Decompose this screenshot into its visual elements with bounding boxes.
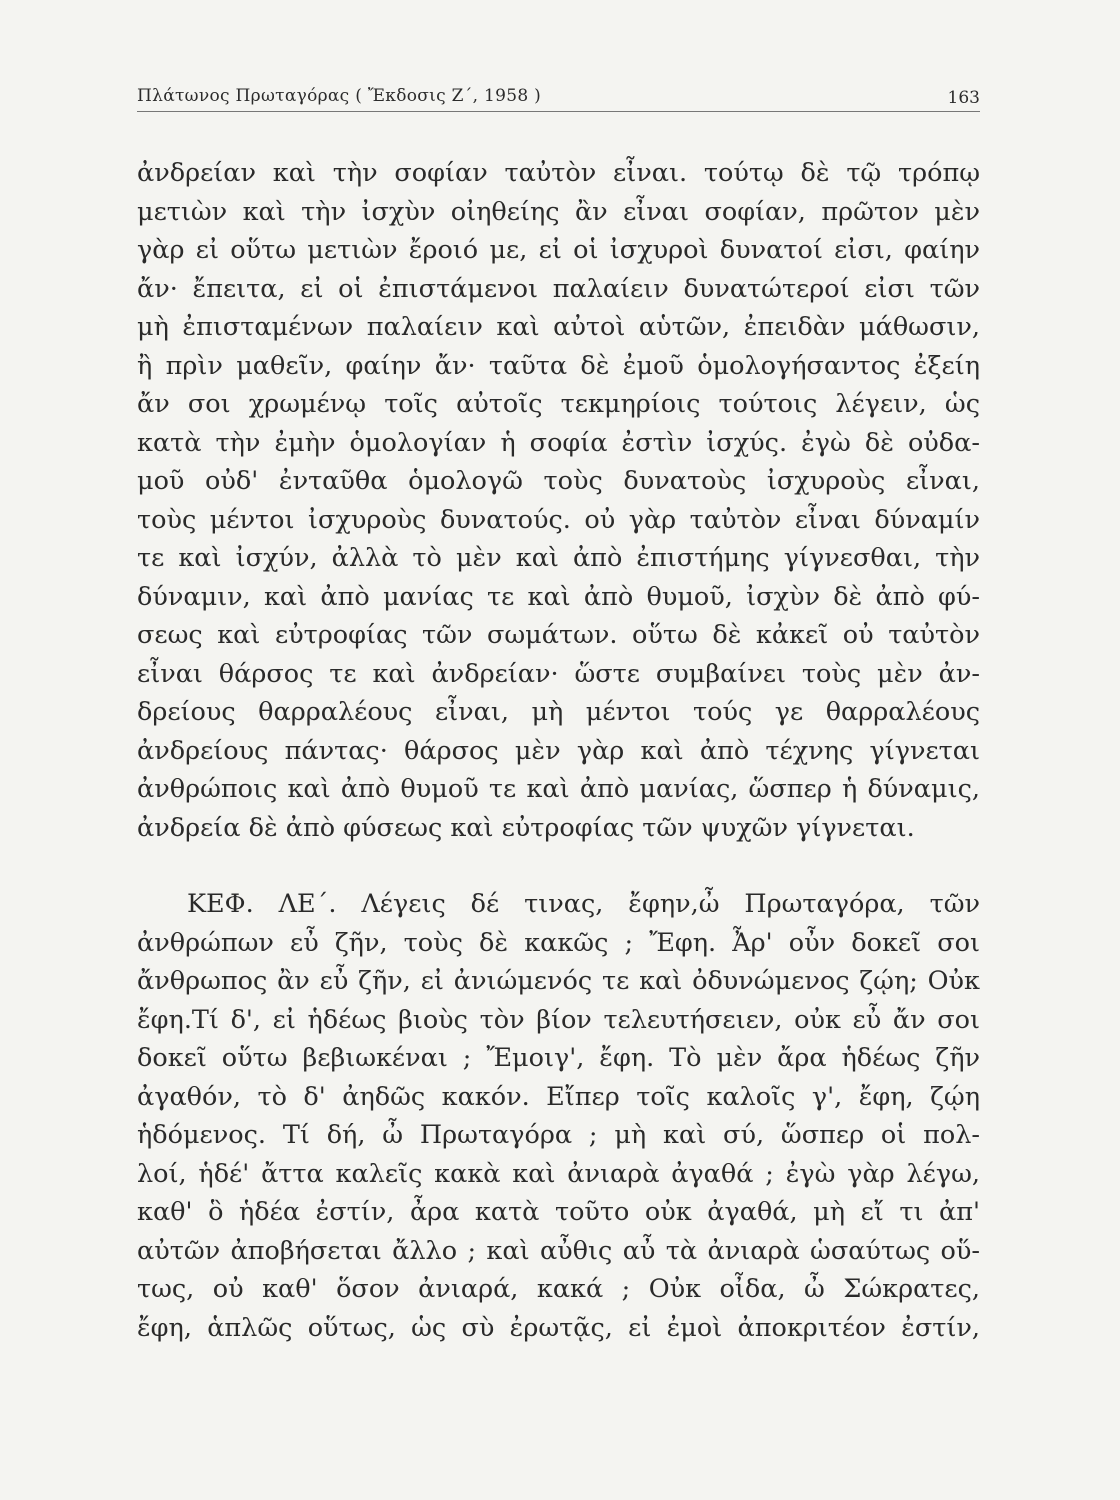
- text-line: ἀνδρεία δὲ ἀπὸ φύσεως καὶ εὐτροφίας τῶν ψυχῶν γίγνεται.: [137, 812, 915, 843]
- chapter-heading-line: ΚΕΦ. ΛΕ΄. Λέγεις δέ τινας, ἔφην,ὦ Πρωταγόρα, τῶν: [187, 889, 980, 919]
- text-line: αὐτῶν ἀποβήσεται ἄλλο ; καὶ αὖθις αὖ τὰ ἀνιαρὰ ὡσαύτως οὕ-: [137, 1235, 980, 1266]
- text-line: τε καὶ ἰσχύν, ἀλλὰ τὸ μὲν καὶ ἀπὸ ἐπιστήμης γίγνεσθαι, τὴν: [137, 543, 980, 573]
- text-line: ἔφη, ἁπλῶς οὕτως, ὡς σὺ ἐρωτᾷς, εἰ ἐμοὶ ἀποκριτέον ἐστίν,: [137, 1312, 980, 1343]
- text-line: ἢ πρὶν μαθεῖν, φαίην ἄν· ταῦτα δὲ ἐμοῦ ὁμολογήσαντος ἐξείη: [137, 350, 980, 381]
- text-line: ἀνθρώπων εὖ ζῆν, τοὺς δὲ κακῶς ; Ἔφη. Ἆρ' οὖν δοκεῖ σοι: [137, 927, 980, 958]
- text-line: ἡδόμενος. Τί δή, ὦ Πρωταγόρα ; μὴ καὶ σύ, ὥσπερ οἱ πολ-: [137, 1120, 980, 1150]
- text-line: τως, οὐ καθ' ὅσον ἀνιαρά, κακά ; Οὐκ οἶδα, ὦ Σώκρατες,: [137, 1274, 980, 1304]
- paragraph-gap: [137, 847, 980, 885]
- text-line: μὴ ἐπισταμένων παλαίειν καὶ αὐτοὶ αὑτῶν, ἐπειδὰν μάθωσιν,: [137, 312, 980, 342]
- text-line: ἔφη.Τί δ', εἰ ἡδέως βιοὺς τὸν βίον τελευτήσειεν, οὐκ εὖ ἄν σοι: [137, 1004, 980, 1035]
- page-number: 163: [947, 88, 980, 108]
- text-line: δρείους θαρραλέους εἶναι, μὴ μέντοι τούς γε θαρραλέους: [137, 697, 980, 727]
- text-line: ἀνδρείαν καὶ τὴν σοφίαν ταὐτὸν εἶναι. τούτῳ δὲ τῷ τρόπῳ: [137, 158, 980, 188]
- text-line: δοκεῖ οὕτω βεβιωκέναι ; Ἔμοιγ', ἔφη. Τὸ μὲν ἄρα ἡδέως ζῆν: [137, 1043, 980, 1073]
- text-line: κατὰ τὴν ἐμὴν ὁμολογίαν ἡ σοφία ἐστὶν ἰσχύς. ἐγὼ δὲ οὐδα-: [137, 427, 980, 458]
- text-line: ἄνθρωπος ἂν εὖ ζῆν, εἰ ἀνιώμενός τε καὶ ὀδυνώμενος ζῴη; Οὐκ: [137, 966, 980, 996]
- text-line: ἀγαθόν, τὸ δ' ἀηδῶς κακόν. Εἴπερ τοῖς καλοῖς γ', ἔφη, ζῴη: [137, 1081, 980, 1112]
- running-head: [137, 86, 980, 114]
- paragraph-2: [137, 885, 980, 1347]
- paragraph-1: [137, 154, 980, 847]
- text-line: ἄν σοι χρωμένῳ τοῖς αὐτοῖς τεκμηρίοις τούτοις λέγειν, ὡς: [137, 389, 980, 419]
- text-line: μετιὼν καὶ τὴν ἰσχὺν οἰηθείης ἂν εἶναι σοφίαν, πρῶτον μὲν: [137, 196, 980, 227]
- text-block: [137, 154, 980, 1347]
- text-line: ἀνδρείους πάντας· θάρσος μὲν γὰρ καὶ ἀπὸ τέχνης γίγνεται: [137, 735, 980, 766]
- text-line: σεως καὶ εὐτροφίας τῶν σωμάτων. οὕτω δὲ κἀκεῖ οὐ ταὐτὸν: [137, 620, 980, 650]
- text-line: γὰρ εἰ οὕτω μετιὼν ἔροιό με, εἰ οἱ ἰσχυροὶ δυνατοί εἰσι, φαίην: [137, 235, 980, 265]
- text-line: ἀνθρώποις καὶ ἀπὸ θυμοῦ τε καὶ ἀπὸ μανίας, ὥσπερ ἡ δύναμις,: [137, 774, 980, 804]
- text-line: τοὺς μέντοι ἰσχυροὺς δυνατούς. οὐ γὰρ ταὐτὸν εἶναι δύναμίν: [137, 504, 980, 535]
- text-line: δύναμιν, καὶ ἀπὸ μανίας τε καὶ ἀπὸ θυμοῦ, ἰσχὺν δὲ ἀπὸ φύ-: [137, 581, 980, 612]
- text-line: καθ' ὃ ἡδέα ἐστίν, ἆρα κατὰ τοῦτο οὐκ ἀγαθά, μὴ εἴ τι ἀπ': [137, 1197, 980, 1227]
- text-line: λοί, ἡδέ' ἄττα καλεῖς κακὰ καὶ ἀνιαρὰ ἀγαθά ; ἐγὼ γὰρ λέγω,: [137, 1158, 980, 1189]
- text-line: εἶναι θάρσος τε καὶ ἀνδρείαν· ὥστε συμβαίνει τοὺς μὲν ἀν-: [137, 658, 980, 689]
- running-title: Πλάτωνος Πρωταγόρας ( Ἔκδοσις Ζ΄, 1958 ): [137, 86, 542, 106]
- header-rule: [137, 111, 980, 112]
- text-line: ἄν· ἔπειτα, εἰ οἱ ἐπιστάμενοι παλαίειν δυνατώτεροί εἰσι τῶν: [137, 273, 980, 304]
- text-line: μοῦ οὐδ' ἐνταῦθα ὁμολογῶ τοὺς δυνατοὺς ἰσχυροὺς εἶναι,: [137, 466, 980, 496]
